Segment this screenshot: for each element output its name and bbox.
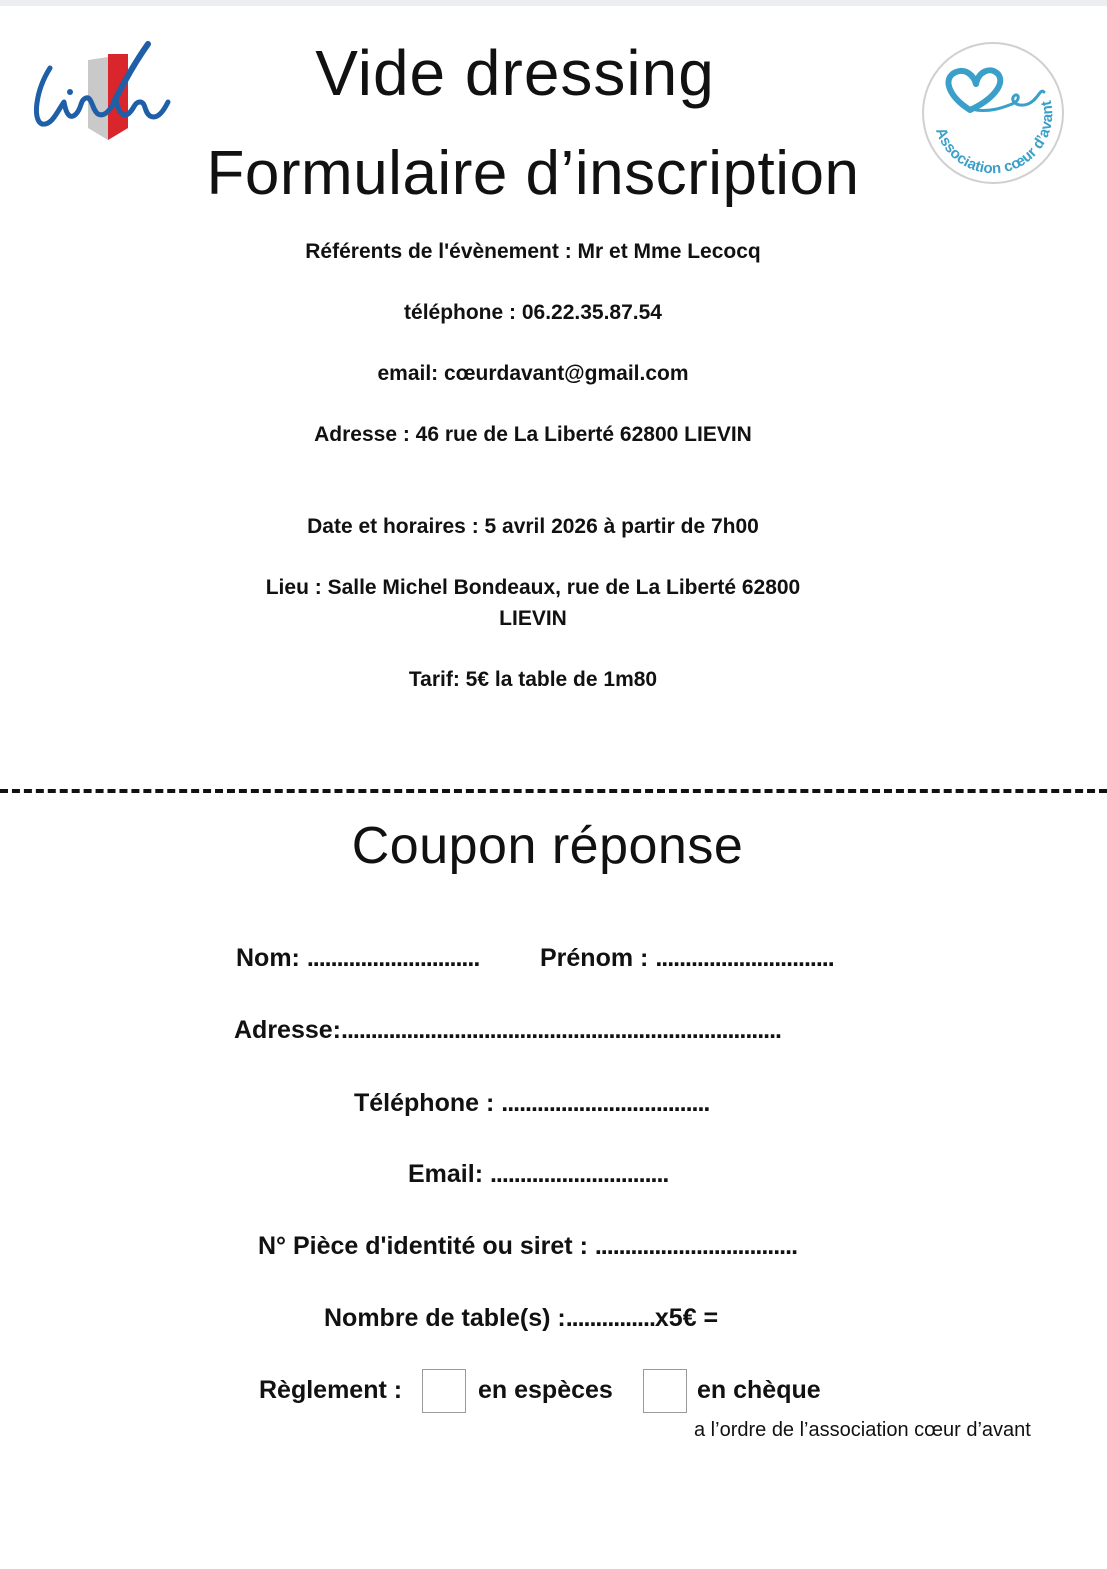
address-text: Adresse : 46 rue de La Liberté 62800 LIEVIN (314, 423, 752, 446)
reglement-label: Règlement : (259, 1376, 403, 1404)
prenom-label: Prénom : (540, 944, 649, 972)
referents-text: Référents de l'évènement : Mr et Mme Lecocq (305, 240, 761, 263)
cheque-order-note: a l’ordre de l’association cœur d’avant (694, 1419, 1031, 1441)
page-title: Vide dressing (315, 37, 715, 109)
email-text: email: cœurdavant@gmail.com (377, 362, 689, 385)
nom-field[interactable] (236, 944, 479, 973)
tables-price-suffix: x5€ = (654, 1304, 719, 1332)
piece-identite-blank[interactable]: .................................. (594, 1232, 798, 1260)
piece-identite-field[interactable] (258, 1232, 797, 1261)
email-field[interactable] (408, 1160, 668, 1189)
telephone-blank[interactable]: ................................... (501, 1089, 710, 1117)
association-logo-text: Association cœur d’avant (932, 99, 1057, 178)
adresse-field[interactable] (234, 1016, 781, 1045)
telephone-field[interactable] (354, 1089, 709, 1118)
tables-field[interactable] (324, 1304, 718, 1333)
phone-text: téléphone : 06.22.35.87.54 (404, 301, 662, 324)
adresse-blank[interactable]: .......................................................................... (341, 1016, 781, 1044)
prenom-field[interactable] (540, 944, 834, 973)
tables-blank[interactable]: ............... (565, 1304, 655, 1332)
telephone-label: Téléphone : (354, 1089, 495, 1117)
nom-blank[interactable]: ............................. (306, 944, 480, 972)
piece-identite-label: N° Pièce d'identité ou siret : (258, 1232, 588, 1260)
cheque-checkbox[interactable] (643, 1369, 687, 1413)
cheque-label: en chèque (697, 1376, 821, 1404)
coupon-title: Coupon réponse (351, 817, 744, 875)
venue-text-line1: Lieu : Salle Michel Bondeaux, rue de La Liberté 62800 (265, 576, 801, 599)
email-blank[interactable]: .............................. (489, 1160, 669, 1188)
especes-checkbox[interactable] (422, 1369, 466, 1413)
especes-label: en espèces (478, 1376, 613, 1404)
top-edge (0, 0, 1107, 6)
price-text: Tarif: 5€ la table de 1m80 (408, 668, 658, 691)
email-label: Email: (408, 1160, 484, 1188)
adresse-label: Adresse: (234, 1016, 341, 1044)
cut-line-divider (0, 789, 1107, 793)
prenom-blank[interactable]: .............................. (655, 944, 834, 972)
form-subtitle: Formulaire d’inscription (206, 139, 860, 208)
venue-text-line2: LIEVIN (499, 607, 567, 630)
tables-label: Nombre de table(s) : (324, 1304, 566, 1332)
date-text: Date et horaires : 5 avril 2026 à partir de 7h00 (307, 515, 759, 538)
nom-label: Nom: (236, 944, 300, 972)
